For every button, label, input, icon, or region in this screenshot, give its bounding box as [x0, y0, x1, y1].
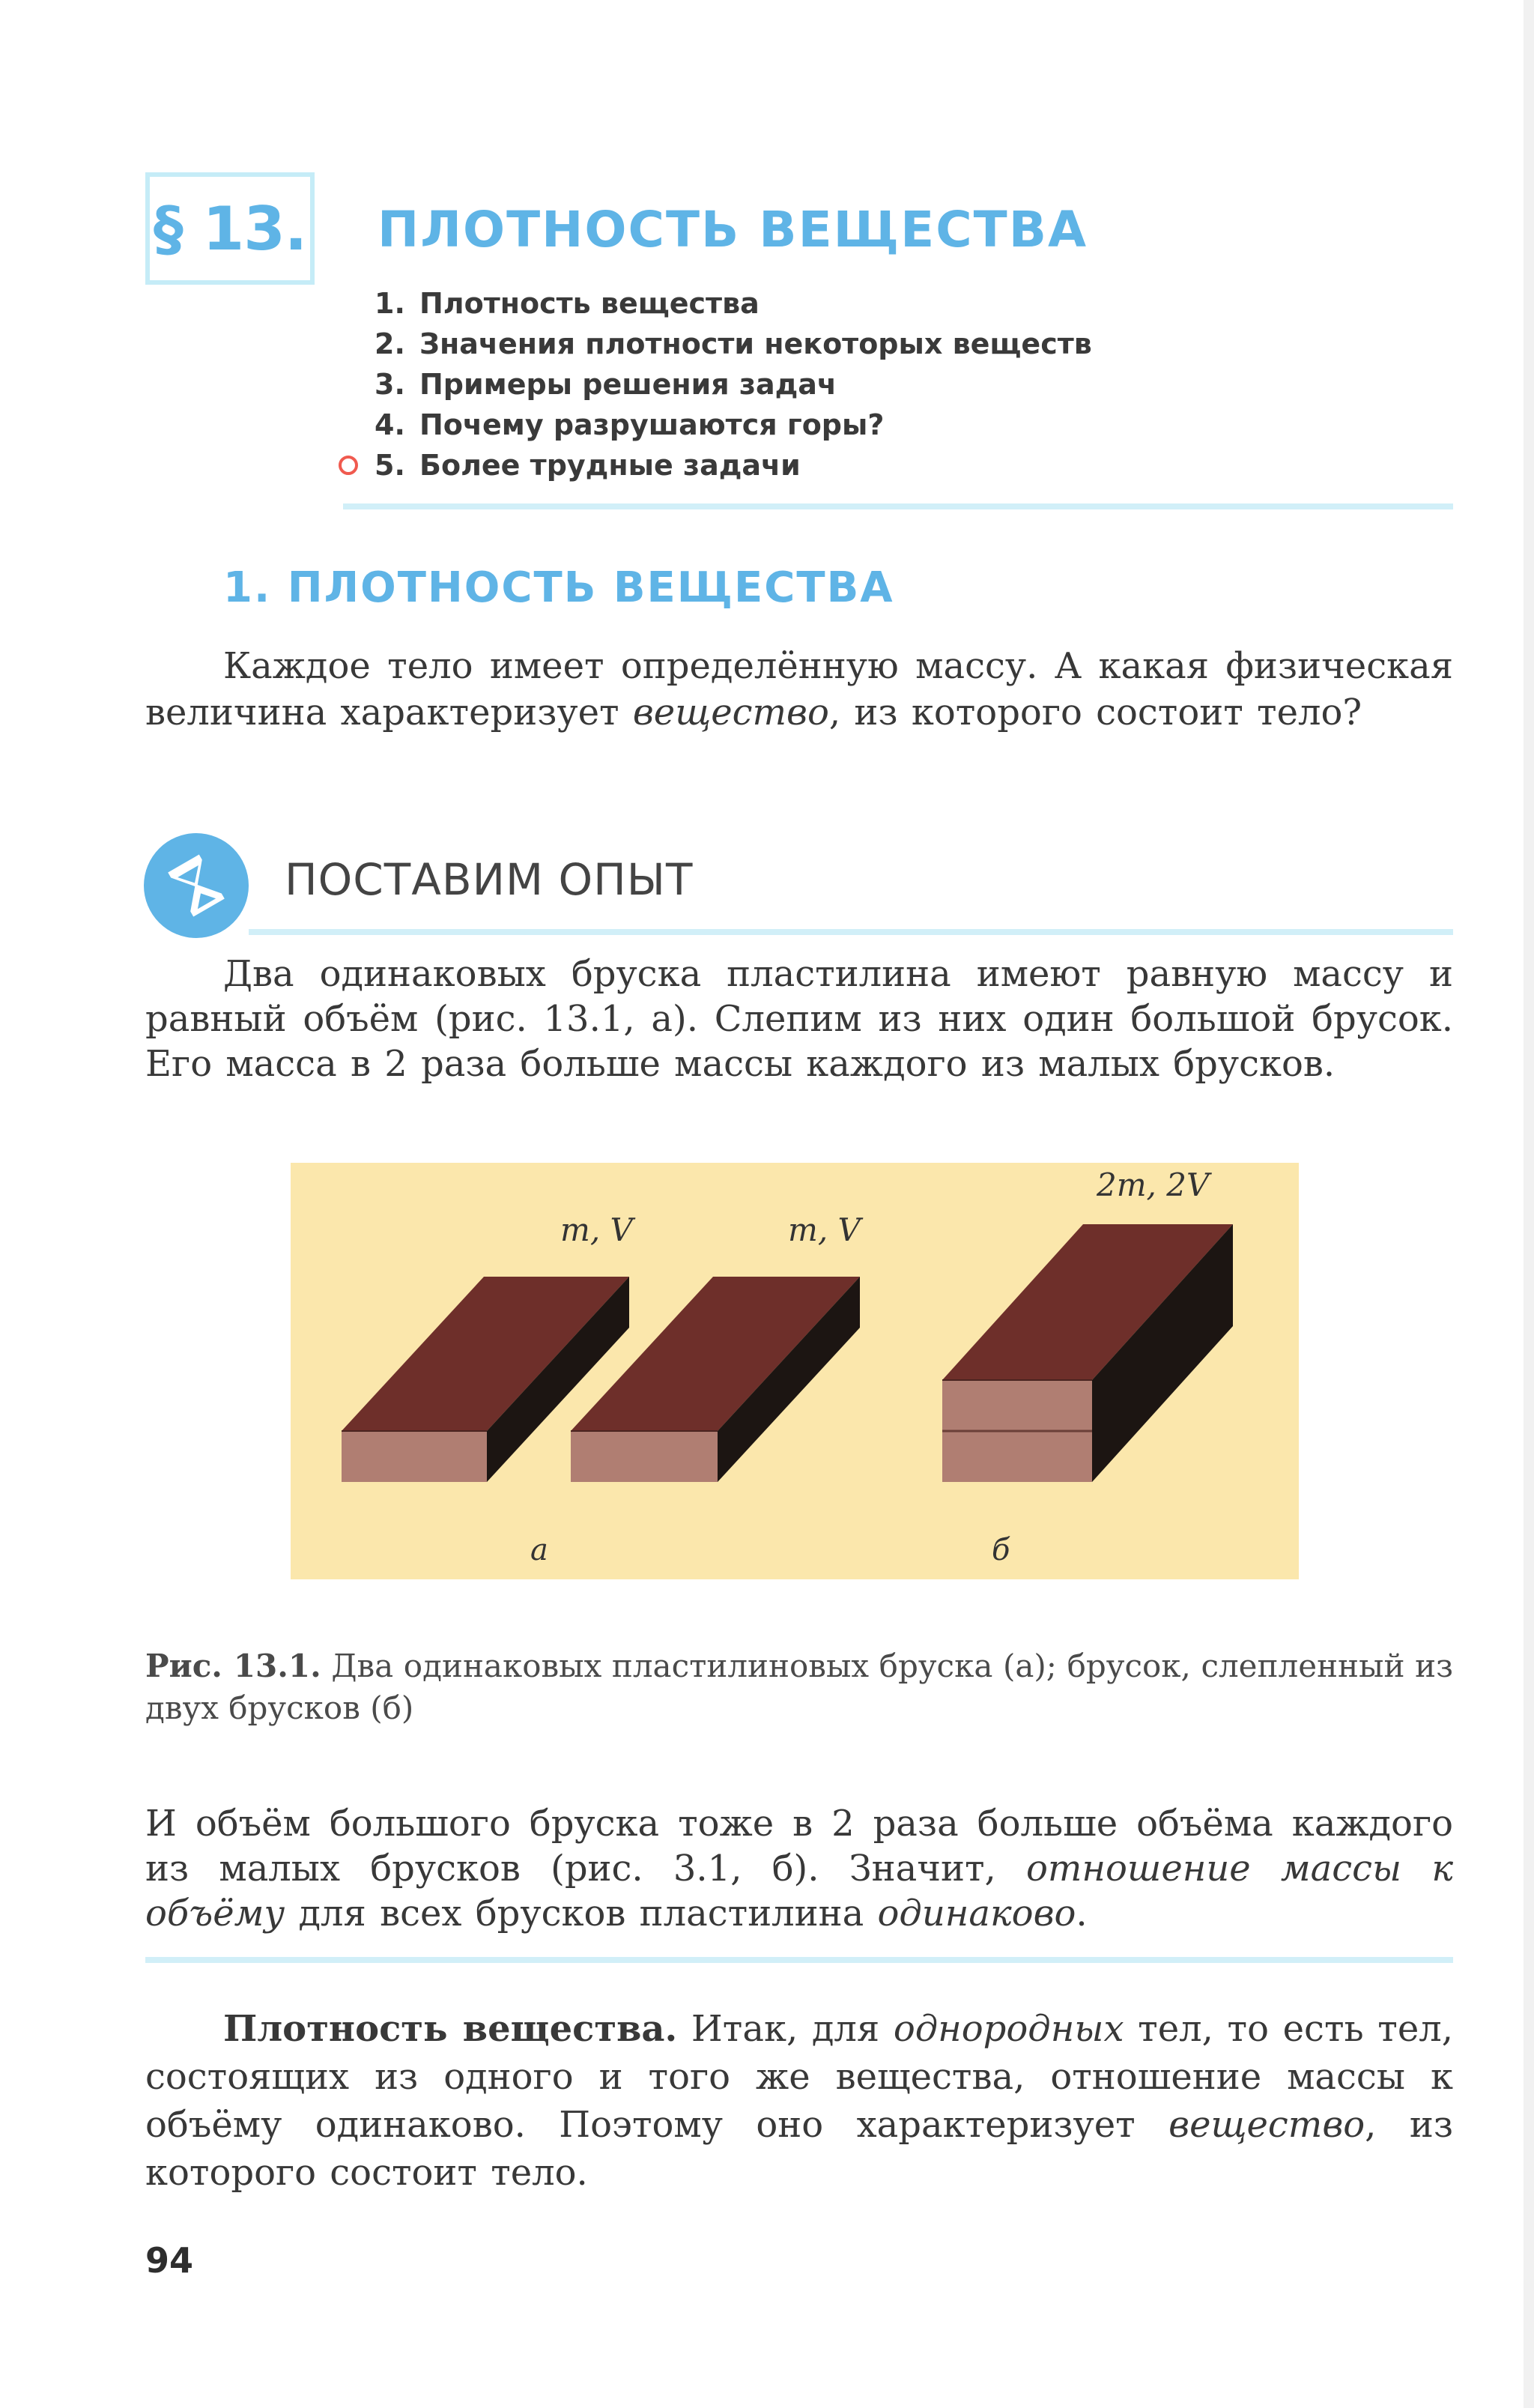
part-a-label: а [530, 1533, 548, 1567]
section-divider [343, 503, 1453, 509]
toc-number: 3. [375, 368, 405, 401]
toc-item[interactable] [375, 324, 1092, 364]
density-term: Плотность вещества. [223, 2008, 678, 2050]
toc-number: 1. [375, 287, 405, 320]
toc-label: Почему разрушаются горы? [419, 408, 885, 441]
page-edge-shadow [1524, 0, 1534, 2408]
toc-number: 4. [375, 408, 405, 441]
block-3-label: 2m, 2V [1097, 1167, 1210, 1203]
toc-item[interactable] [375, 283, 1092, 324]
experiment-divider [249, 929, 1453, 935]
circle-marker-icon [339, 456, 358, 475]
toc-label: Плотность вещества [419, 287, 760, 320]
toc-number: 2. [375, 327, 405, 360]
toc-number: 5. [375, 449, 405, 482]
section-number: § 13. [153, 193, 307, 264]
page-number: 94 [145, 2240, 194, 2281]
block-1-label: m, V [560, 1211, 633, 1248]
toc-label: Значения плотности некоторых веществ [419, 327, 1092, 360]
subsection-heading: 1. ПЛОТНОСТЬ ВЕЩЕСТВА [223, 563, 894, 612]
experiment-title: ПОСТАВИМ ОПЫТ [285, 854, 694, 905]
toc-label: Более трудные задачи [419, 449, 801, 482]
toc-item[interactable] [375, 405, 1092, 445]
figure-13-1 [291, 1163, 1299, 1579]
section-number-box [145, 172, 315, 285]
block-2-label: m, V [788, 1211, 861, 1248]
experiment-paragraph: Два одинаковых бруска пластилина имеют равную массу и равный объём (рис. 13.1, а). Слепим из них один большой брусок. Его масса в 2 раза больше массы каждого из малых брусков. [145, 953, 1453, 1085]
toc-item[interactable] [375, 445, 1092, 485]
clay-block-large [942, 1224, 1233, 1482]
toc-label: Примеры решения задач [419, 368, 837, 401]
section-title: ПЛОТНОСТЬ ВЕЩЕСТВА [378, 201, 1088, 258]
intro-paragraph: Каждое тело имеет определённую массу. А какая физическая величина характеризует вещество, из которого состоит тело? [145, 645, 1453, 733]
caption-label: Рис. 13.1. [145, 1648, 321, 1684]
hourglass-icon [144, 833, 249, 938]
toc-item[interactable] [375, 364, 1092, 405]
part-b-label: б [992, 1533, 1010, 1567]
after-figure-paragraph: И объём большого бруска тоже в 2 раза больше объёма каждого из малых брусков (рис. 3.1, б). Значит, отношение массы к объёму для всех брусков пластилина одинаково. [145, 1803, 1453, 1934]
section-contents [375, 283, 1092, 485]
density-paragraph: Плотность вещества. Итак, для однородных тел, то есть тел, состоящих из одного и того же вещества, отношение массы к объёму одинаково. Поэтому оно характеризует вещество, из которого состоит тело. [145, 2008, 1454, 2194]
paragraph-divider [145, 1957, 1453, 1963]
figure-caption: Рис. 13.1. Два одинаковых пластилиновых бруска (а); брусок, слепленный из двух брусков (б) [145, 1648, 1453, 1726]
